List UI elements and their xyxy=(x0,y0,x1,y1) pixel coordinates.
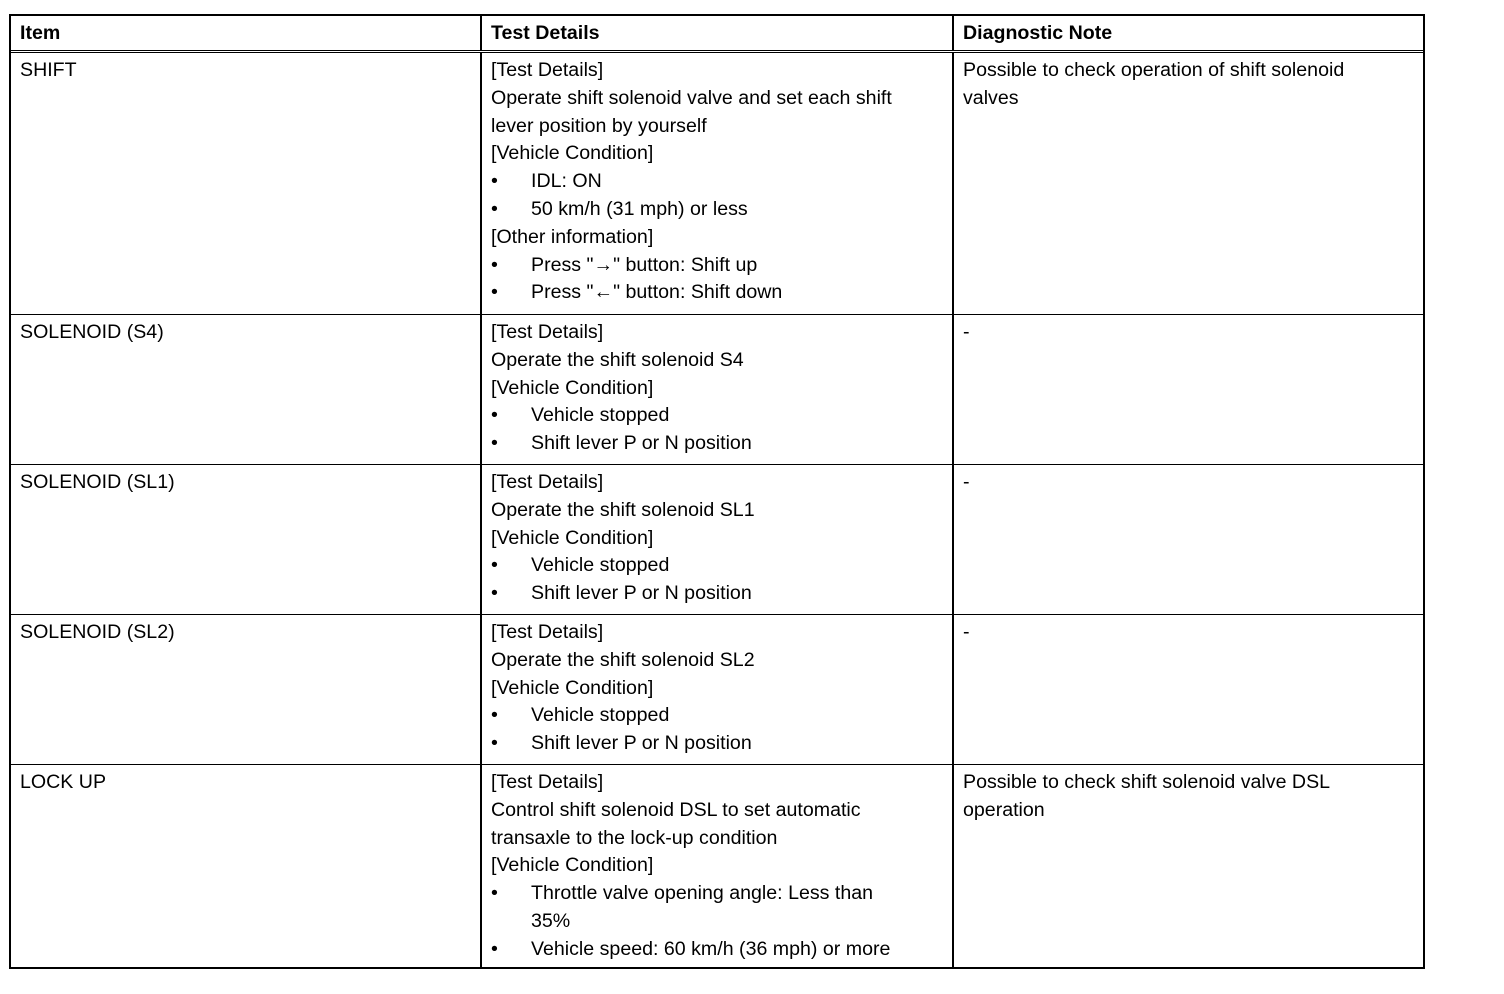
header-diagnostic-note: Diagnostic Note xyxy=(963,22,1113,44)
details-line: [Test Details] xyxy=(491,621,604,643)
note-cell: - xyxy=(963,471,970,493)
note-cell: - xyxy=(963,621,970,643)
details-cell xyxy=(482,53,954,314)
bullet-glyph: • xyxy=(491,732,498,755)
details-line: [Vehicle Condition] xyxy=(491,676,654,699)
details-line: [Vehicle Condition] xyxy=(491,526,654,549)
details-cell xyxy=(482,615,954,764)
bullet-item xyxy=(491,168,943,196)
bullet-item xyxy=(491,936,943,964)
bullet-glyph: • xyxy=(491,404,498,427)
bullet-glyph: • xyxy=(491,554,498,577)
bullet-glyph: • xyxy=(491,281,498,304)
note-cell xyxy=(954,765,1423,967)
bullet-item xyxy=(491,252,943,280)
bullet-continuation xyxy=(491,908,943,936)
bullet-text: Vehicle stopped xyxy=(531,404,670,427)
table-row xyxy=(11,53,1423,314)
bullet-text: Vehicle stopped xyxy=(531,554,670,577)
bullet-item xyxy=(491,880,943,908)
bullet-text: Shift lever P or N position xyxy=(531,582,752,605)
bullet-glyph: • xyxy=(491,937,498,960)
bullet-text: Shift lever P or N position xyxy=(531,432,752,455)
note-cell xyxy=(954,53,1423,314)
details-line: Operate shift solenoid valve and set each shift xyxy=(491,86,892,109)
header-item: Item xyxy=(11,16,482,50)
bullet-text: Vehicle stopped xyxy=(531,704,670,727)
note-line: operation xyxy=(963,798,1045,821)
bullet-glyph: • xyxy=(491,253,498,276)
item-cell: SOLENOID (SL2) xyxy=(11,615,482,764)
details-line: [Test Details] xyxy=(491,771,604,793)
item-cell: SOLENOID (SL1) xyxy=(11,465,482,614)
details-line: Operate the shift solenoid SL2 xyxy=(491,648,755,671)
details-line: transaxle to the lock-up condition xyxy=(491,826,778,849)
details-cell xyxy=(482,315,954,464)
bullet-text: Press "←" button: Shift down xyxy=(531,281,783,304)
bullet-item xyxy=(491,196,943,224)
details-line: [Vehicle Condition] xyxy=(491,142,654,165)
bullet-item xyxy=(491,702,943,730)
note-line: valves xyxy=(963,86,1019,109)
details-line: [Test Details] xyxy=(491,471,604,493)
bullet-text: Throttle valve opening angle: Less than xyxy=(531,882,874,905)
table-row xyxy=(11,314,1423,464)
details-line: lever position by yourself xyxy=(491,114,707,137)
bullet-glyph: • xyxy=(491,170,498,193)
details-line: [Test Details] xyxy=(491,59,604,81)
details-line: [Test Details] xyxy=(491,321,604,343)
details-line: Operate the shift solenoid SL1 xyxy=(491,498,755,521)
table-row xyxy=(11,614,1423,764)
bullet-text: Press "→" button: Shift up xyxy=(531,253,758,276)
details-line: [Vehicle Condition] xyxy=(491,854,654,877)
bullet-text: Vehicle speed: 60 km/h (36 mph) or more xyxy=(531,937,891,960)
details-cell xyxy=(482,765,954,967)
details-line: Operate the shift solenoid S4 xyxy=(491,348,744,371)
note-cell: - xyxy=(963,321,970,343)
table-row xyxy=(11,764,1423,967)
table-row xyxy=(11,464,1423,614)
bullet-item xyxy=(491,402,943,430)
note-line: Possible to check shift solenoid valve DSL xyxy=(963,771,1331,793)
details-line: [Vehicle Condition] xyxy=(491,376,654,399)
bullet-item xyxy=(491,730,943,758)
bullet-text: IDL: ON xyxy=(531,170,602,193)
note-line: Possible to check operation of shift solenoid xyxy=(963,59,1345,81)
bullet-text: 50 km/h (31 mph) or less xyxy=(531,197,748,220)
details-line: Control shift solenoid DSL to set automatic xyxy=(491,798,861,821)
table-header-row xyxy=(11,16,1423,53)
bullet-item xyxy=(491,279,943,307)
bullet-glyph: • xyxy=(491,432,498,455)
item-cell: LOCK UP xyxy=(11,765,482,967)
bullet-text: Shift lever P or N position xyxy=(531,732,752,755)
bullet-item xyxy=(491,580,943,608)
bullet-item xyxy=(491,430,943,458)
bullet-glyph: • xyxy=(491,882,498,905)
header-test-details: Test Details xyxy=(482,16,954,50)
bullet-glyph: • xyxy=(491,582,498,605)
bullet-glyph: • xyxy=(491,197,498,220)
item-cell: SHIFT xyxy=(11,53,482,314)
details-cell xyxy=(482,465,954,614)
item-cell: SOLENOID (S4) xyxy=(11,315,482,464)
bullet-text: 35% xyxy=(531,909,571,932)
bullet-glyph: • xyxy=(491,704,498,727)
bullet-item xyxy=(491,552,943,580)
details-line: [Other information] xyxy=(491,225,654,248)
diagnostic-table xyxy=(9,14,1425,969)
